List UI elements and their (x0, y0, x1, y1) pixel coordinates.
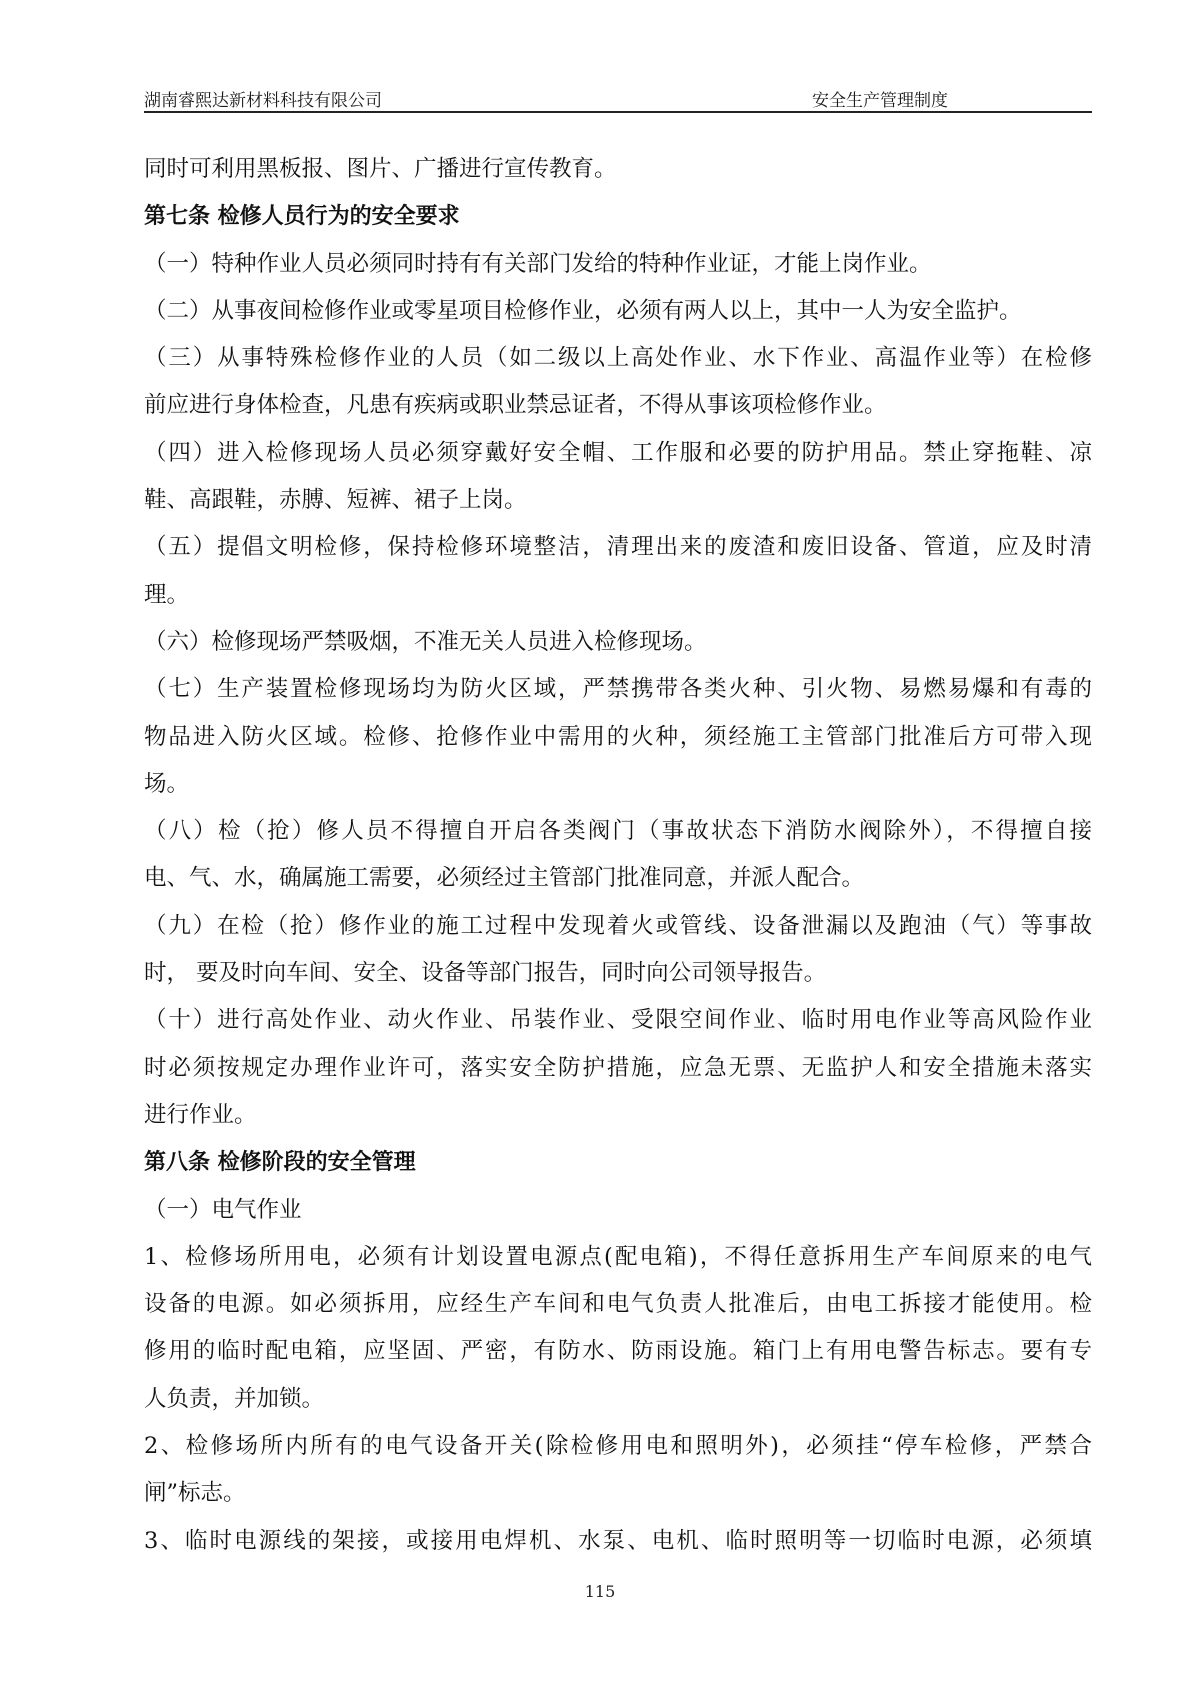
text-line: （六）检修现场严禁吸烟，不准无关人员进入检修现场。 (144, 628, 707, 655)
text-line: 物品进入防火区域。检修、抢修作业中需用的火种，须经施工主管部门批准后方可带入现 (144, 723, 1092, 750)
text-line: 场。 (144, 770, 190, 797)
text-line: 时， 要及时向车间、安全、设备等部门报告，同时向公司领导报告。 (144, 960, 827, 987)
text-line: 1、检修场所用电，必须有计划设置电源点(配电箱)，不得任意拆用生产车间原来的电气 (144, 1243, 1092, 1270)
text-line: （八）检（抢）修人员不得擅自开启各类阀门（事故状态下消防水阀除外），不得擅自接 (144, 818, 1092, 845)
text-line: 理。 (144, 581, 190, 608)
text-line: 3、临时电源线的架接，或接用电焊机、水泵、电机、临时照明等一切临时电源，必须填 (144, 1527, 1092, 1554)
text-line: 鞋、高跟鞋，赤膊、短裤、裙子上岗。 (144, 487, 527, 514)
text-line: 电、气、水，确属施工需要，必须经过主管部门批准同意，并派人配合。 (144, 865, 865, 892)
page-number: 115 (584, 1582, 616, 1601)
text-line: 同时可利用黑板报、图片、广播进行宣传教育。 (144, 156, 617, 182)
section-heading: 第八条 检修阶段的安全管理 (144, 1150, 416, 1176)
text-line: （二）从事夜间检修作业或零星项目检修作业，必须有两人以上，其中一人为安全监护。 (144, 297, 1022, 324)
text-line: （十）进行高处作业、动火作业、吊装作业、受限空间作业、临时用电作业等高风险作业 (144, 1007, 1092, 1034)
document-body (144, 146, 1092, 1565)
text-line: （七）生产装置检修现场均为防火区域，严禁携带各类火种、引火物、易燃易爆和有毒的 (144, 676, 1092, 703)
text-line: 人负责，并加锁。 (144, 1385, 325, 1412)
text-line: （一）电气作业 (144, 1196, 302, 1223)
text-line: 前应进行身体检查，凡患有疾病或职业禁忌证者，不得从事该项检修作业。 (144, 392, 887, 419)
text-line: （一）特种作业人员必须同时持有有关部门发给的特种作业证，才能上岗作业。 (144, 250, 932, 277)
text-line: （三）从事特殊检修作业的人员（如二级以上高处作业、水下作业、高温作业等）在检修 (144, 345, 1092, 372)
text-line: 进行作业。 (144, 1101, 257, 1128)
text-line: 2、检修场所内所有的电气设备开关(除检修用电和照明外)，必须挂“停车检修，严禁合 (144, 1433, 1092, 1460)
header-divider (144, 111, 1092, 113)
text-line: （九）在检（抢）修作业的施工过程中发现着火或管线、设备泄漏以及跑油（气）等事故 (144, 912, 1092, 939)
company-name: 湖南睿熙达新材料科技有限公司 (144, 91, 382, 111)
text-line: 修用的临时配电箱，应坚固、严密，有防水、防雨设施。箱门上有用电警告标志。要有专 (144, 1338, 1092, 1365)
text-line: 设备的电源。如必须拆用，应经生产车间和电气负责人批准后，由电工拆接才能使用。检 (144, 1291, 1092, 1318)
text-line: （五）提倡文明检修，保持检修环境整洁，清理出来的废渣和废旧设备、管道，应及时清 (144, 534, 1092, 561)
document-title: 安全生产管理制度 (812, 91, 948, 111)
text-line: （四）进入检修现场人员必须穿戴好安全帽、工作服和必要的防护用品。禁止穿拖鞋、凉 (144, 439, 1092, 466)
page-header (144, 82, 1092, 112)
section-heading: 第七条 检修人员行为的安全要求 (144, 204, 460, 230)
text-line: 时必须按规定办理作业许可，落实安全防护措施，应急无票、无监护人和安全措施未落实 (144, 1054, 1092, 1081)
text-line: 闸”标志。 (144, 1480, 246, 1507)
